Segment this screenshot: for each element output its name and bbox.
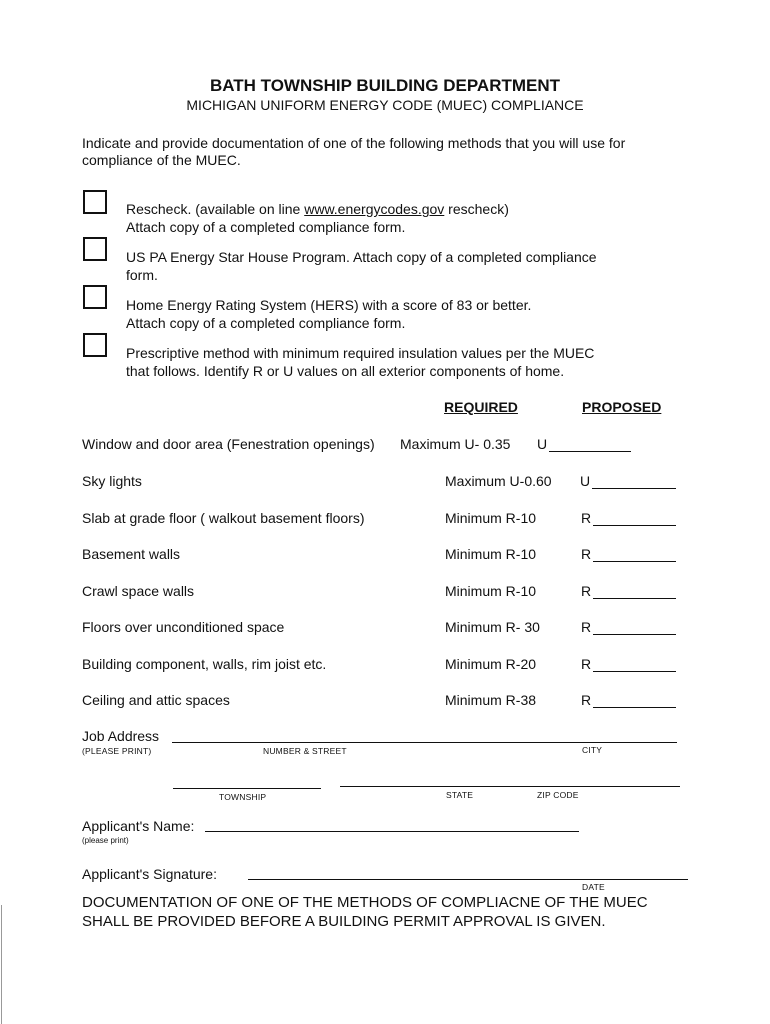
component-crawl-space: Crawl space walls xyxy=(82,583,195,599)
footer-notice-line-1: DOCUMENTATION OF ONE OF THE METHODS OF COMPLIACNE OF THE MUEC xyxy=(82,894,648,911)
component-building-walls: Building component, walls, rim joist etc. xyxy=(82,656,327,672)
option-energy-star-line-2: form. xyxy=(126,267,158,283)
proposed-prefix-building-walls: R xyxy=(581,656,592,672)
energy-star-checkbox[interactable] xyxy=(83,237,107,261)
option-rescheck-text: Rescheck. (available on line xyxy=(126,201,305,217)
proposed-input-building-walls[interactable] xyxy=(593,671,676,672)
proposed-input-window-door[interactable] xyxy=(549,451,631,452)
required-window-door: Maximum U- 0.35 xyxy=(400,436,511,452)
proposed-prefix-basement-walls: R xyxy=(581,546,592,562)
option-rescheck-line-1 xyxy=(126,201,509,217)
option-hers-line-1: Home Energy Rating System (HERS) with a score of 83 or better. xyxy=(126,297,532,313)
state-caption: STATE xyxy=(446,790,474,800)
component-basement-walls: Basement walls xyxy=(82,546,181,562)
required-building-walls: Minimum R-20 xyxy=(445,656,537,672)
proposed-input-ceiling-attic[interactable] xyxy=(593,707,676,708)
component-window-door: Window and door area (Fenestration openings) xyxy=(82,436,375,452)
city-caption: CITY xyxy=(582,745,603,755)
proposed-input-sky-lights[interactable] xyxy=(592,488,676,489)
applicant-signature-label: Applicant's Signature: xyxy=(82,866,217,882)
scan-edge-mark xyxy=(1,905,2,1024)
proposed-prefix-floors-unconditioned: R xyxy=(581,619,592,635)
option-hers-line-2: Attach copy of a completed compliance form. xyxy=(126,315,406,331)
required-slab: Minimum R-10 xyxy=(445,510,537,526)
prescriptive-checkbox[interactable] xyxy=(83,333,107,357)
proposed-header: PROPOSED xyxy=(582,399,662,415)
zip-code-caption: ZIP CODE xyxy=(537,790,579,800)
applicant-name-label: Applicant's Name: xyxy=(82,818,195,834)
required-header: REQUIRED xyxy=(444,399,518,415)
applicant-signature-input[interactable] xyxy=(248,879,688,880)
township-input[interactable] xyxy=(173,788,321,789)
option-prescriptive-line-1: Prescriptive method with minimum required insulation values per the MUEC xyxy=(126,345,595,361)
proposed-input-basement-walls[interactable] xyxy=(593,561,676,562)
job-address-street-input[interactable] xyxy=(172,742,677,743)
component-sky-lights: Sky lights xyxy=(82,473,142,489)
proposed-prefix-crawl-space: R xyxy=(581,583,592,599)
proposed-prefix-slab: R xyxy=(581,510,592,526)
component-ceiling-attic: Ceiling and attic spaces xyxy=(82,692,230,708)
option-prescriptive-line-2: that follows. Identify R or U values on all exterior components of home. xyxy=(126,363,565,379)
please-print-note: (PLEASE PRINT) xyxy=(82,746,152,756)
intro-line-2: compliance of the MUEC. xyxy=(82,152,241,168)
proposed-prefix-sky-lights: U xyxy=(580,473,591,489)
option-energy-star-line-1: US PA Energy Star House Program. Attach copy of a completed compliance xyxy=(126,249,597,265)
date-caption: DATE xyxy=(582,882,605,892)
proposed-input-crawl-space[interactable] xyxy=(593,598,676,599)
hers-checkbox[interactable] xyxy=(83,285,107,309)
component-floors-unconditioned: Floors over unconditioned space xyxy=(82,619,285,635)
proposed-input-slab[interactable] xyxy=(593,525,676,526)
proposed-input-floors-unconditioned[interactable] xyxy=(593,634,676,635)
page-title: BATH TOWNSHIP BUILDING DEPARTMENT xyxy=(209,76,561,95)
page-subtitle: MICHIGAN UNIFORM ENERGY CODE (MUEC) COMPLIANCE xyxy=(186,97,584,113)
applicant-name-input[interactable] xyxy=(205,831,579,832)
state-zip-input[interactable] xyxy=(340,786,680,787)
required-floors-unconditioned: Minimum R- 30 xyxy=(445,619,540,635)
number-street-caption: NUMBER & STREET xyxy=(263,746,347,756)
rescheck-checkbox[interactable] xyxy=(83,190,107,214)
required-ceiling-attic: Minimum R-38 xyxy=(445,692,537,708)
footer-notice-line-2: SHALL BE PROVIDED BEFORE A BUILDING PERMIT APPROVAL IS GIVEN. xyxy=(82,913,606,930)
required-crawl-space: Minimum R-10 xyxy=(445,583,537,599)
required-basement-walls: Minimum R-10 xyxy=(445,546,537,562)
required-sky-lights: Maximum U-0.60 xyxy=(445,473,552,489)
intro-line-1: Indicate and provide documentation of one of the following methods that you will use for xyxy=(82,135,626,151)
component-slab: Slab at grade floor ( walkout basement floors) xyxy=(82,510,365,526)
option-rescheck-text-end: rescheck) xyxy=(444,201,509,217)
proposed-prefix-ceiling-attic: R xyxy=(581,692,592,708)
proposed-prefix-window-door: U xyxy=(537,436,548,452)
energycodes-link[interactable]: www.energycodes.gov xyxy=(304,201,445,217)
township-caption: TOWNSHIP xyxy=(219,792,267,802)
option-rescheck-line-2: Attach copy of a completed compliance form. xyxy=(126,219,406,235)
please-print-small-note: (please print) xyxy=(82,836,129,845)
job-address-label: Job Address xyxy=(82,728,160,744)
